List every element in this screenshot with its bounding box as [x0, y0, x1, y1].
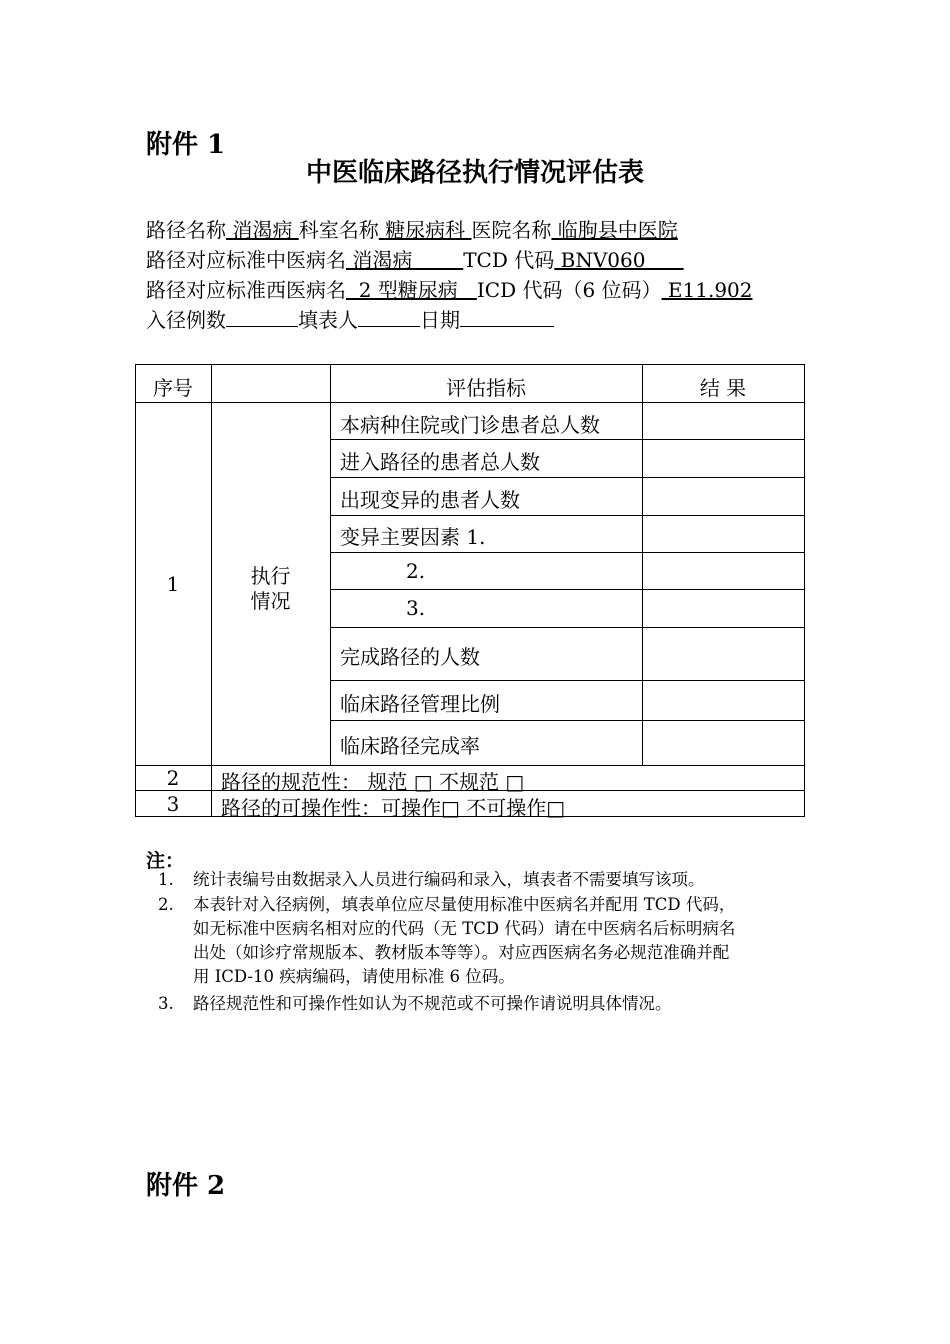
date-label: 日期 — [420, 308, 460, 332]
attachment-1-label: 附件 1 — [146, 130, 226, 160]
info-line-3 — [146, 277, 753, 303]
note-3-line-1: 路径规范性和可操作性如认为不规范或不可操作请说明具体情况。 — [193, 994, 672, 1013]
result-cell-3[interactable] — [643, 478, 804, 515]
cases-blank[interactable] — [226, 308, 298, 327]
note-2-line-3: 出处（如诊疗常规版本、教材版本等等）。对应西医病名务必规范准确并配 — [193, 943, 730, 962]
dept-value: 糖尿病科 — [378, 218, 472, 242]
indicator-total-patients: 本病种住院或门诊患者总人数 — [340, 413, 600, 437]
icd-code-label: ICD 代码（6 位码） — [476, 278, 662, 302]
indicator-variation-factor-3: 3. — [406, 596, 426, 620]
dept-label: 科室名称 — [298, 218, 379, 242]
wm-name-value: 2 型糖尿病 — [346, 278, 477, 302]
category-line-1: 执行 — [250, 564, 291, 588]
result-cell-5[interactable] — [643, 553, 804, 589]
row-3-no: 3 — [166, 792, 180, 816]
indicator-variation-factor-2: 2. — [406, 559, 426, 583]
indicator-completion-rate: 临床路径完成率 — [340, 734, 480, 758]
header-indicator: 评估指标 — [446, 376, 526, 400]
row-2-no: 2 — [166, 766, 180, 790]
filler-label: 填表人 — [298, 308, 358, 332]
row-2-standardization[interactable]: 路径的规范性： 规范 □ 不规范 □ — [221, 770, 525, 794]
tcm-name-value: 消渴病 — [346, 248, 464, 272]
note-2-number: 2. — [158, 895, 174, 914]
indicator-management-ratio: 临床路径管理比例 — [340, 692, 500, 716]
row-3-operability[interactable]: 路径的可操作性：可操作□ 不可操作□ — [221, 796, 566, 820]
note-3-text — [193, 992, 813, 1016]
header-result: 结 果 — [699, 376, 747, 400]
note-1-number: 1. — [158, 870, 174, 889]
note-1-line-1: 统计表编号由数据录入人员进行编码和录入，填表者不需要填写该项。 — [193, 870, 705, 889]
indicator-variation-factor-1: 变异主要因素 1. — [340, 525, 486, 549]
result-cell-4[interactable] — [643, 516, 804, 552]
note-3-number: 3. — [158, 994, 174, 1013]
indicator-entered-patients: 进入路径的患者总人数 — [340, 450, 540, 474]
note-2-line-1: 本表针对入径病例，填表单位应尽量使用标准中医病名并配用 TCD 代码， — [193, 895, 736, 914]
result-cell-8[interactable] — [643, 681, 804, 720]
note-1-text — [193, 868, 813, 892]
hospital-value: 临朐县中医院 — [551, 218, 678, 242]
wm-name-label: 路径对应标准西医病名 — [146, 278, 346, 302]
tcd-code-label: TCD 代码 — [463, 248, 555, 272]
icd-code-value: E11.902 — [661, 278, 753, 302]
row-1-no: 1 — [166, 572, 180, 596]
note-2-line-4: 用 ICD-10 疾病编码，请使用标准 6 位码。 — [193, 967, 515, 986]
info-line-4 — [146, 307, 554, 333]
result-cell-9[interactable] — [643, 721, 804, 765]
filler-blank[interactable] — [358, 308, 420, 327]
info-line-2 — [146, 247, 684, 273]
info-line-1 — [146, 217, 678, 243]
result-cell-2[interactable] — [643, 440, 804, 477]
note-2-line-2: 如无标准中医病名相对应的代码（无 TCD 代码）请在中医病名后标明病名 — [193, 919, 736, 938]
notes-title: 注： — [146, 850, 185, 872]
indicator-variation-patients: 出现变异的患者人数 — [340, 488, 520, 512]
result-cell-1[interactable] — [643, 403, 804, 439]
result-cell-6[interactable] — [643, 590, 804, 627]
result-cell-7[interactable] — [643, 628, 804, 680]
header-no: 序号 — [153, 376, 193, 400]
tcm-name-label: 路径对应标准中医病名 — [146, 248, 346, 272]
hospital-label: 医院名称 — [471, 218, 552, 242]
page-title: 中医临床路径执行情况评估表 — [305, 158, 644, 188]
date-blank[interactable] — [460, 308, 554, 327]
path-name-value: 消渴病 — [226, 218, 299, 242]
tcd-code-value: BNV060 — [554, 248, 684, 272]
path-name-label: 路径名称 — [146, 218, 226, 242]
attachment-2-label: 附件 2 — [146, 1171, 226, 1201]
note-2-text — [193, 893, 813, 989]
indicator-completed-count: 完成路径的人数 — [340, 645, 480, 669]
cases-label: 入径例数 — [146, 308, 226, 332]
category-line-2: 情况 — [250, 589, 291, 613]
